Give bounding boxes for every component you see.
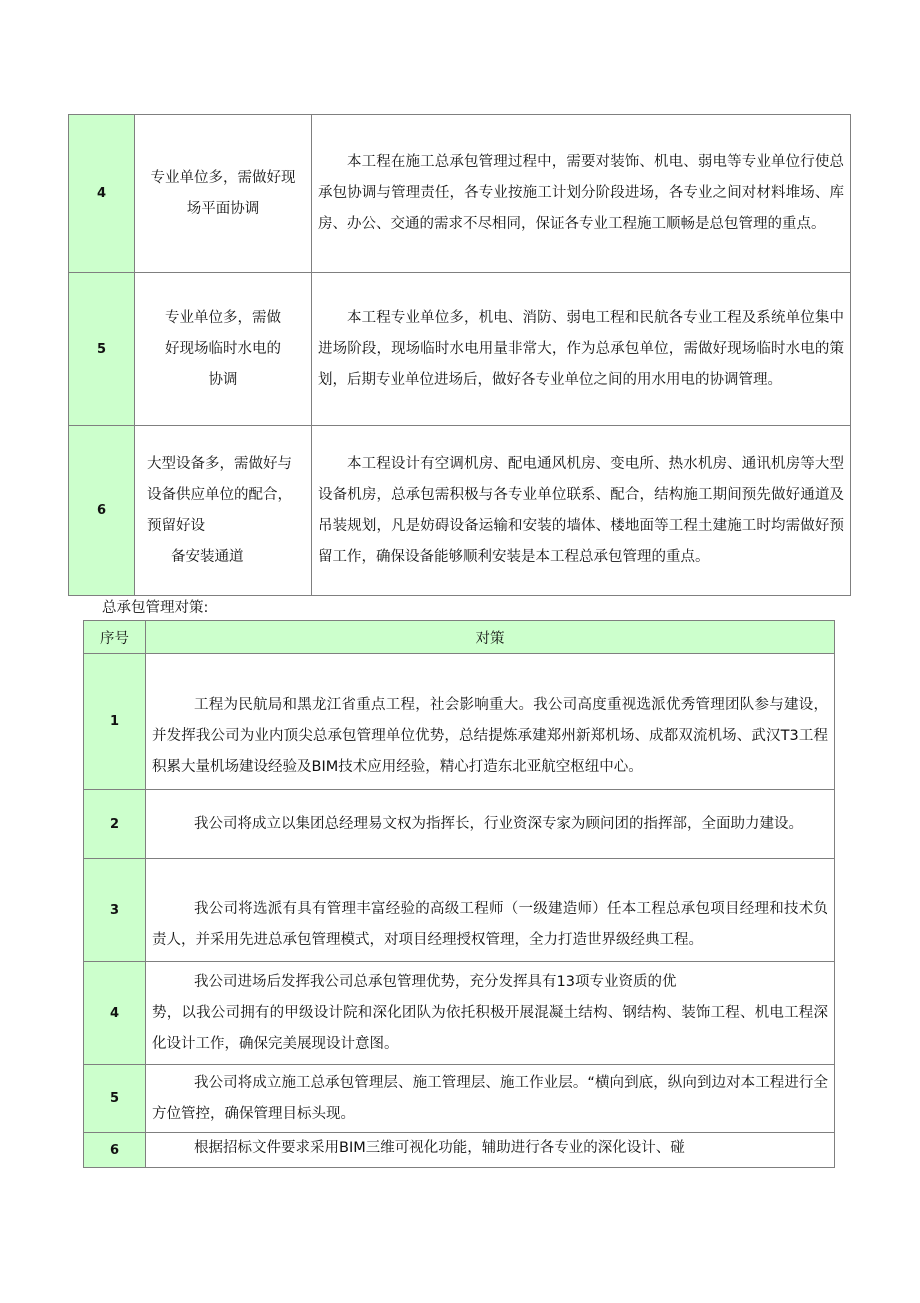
issues-table [68, 114, 851, 596]
header-measure: 对策 [146, 621, 835, 654]
row-number: 5 [69, 273, 135, 426]
measure-text-line: 我公司进场后发挥我公司总承包管理优势，充分发挥具有13项专业资质的优 [194, 973, 677, 990]
row-number: 2 [84, 790, 146, 859]
row-number: 4 [84, 962, 146, 1065]
issue-title-line: 好现场临时水电的 [165, 340, 281, 357]
row-number: 6 [84, 1133, 146, 1168]
issue-title-line: 专业单位多，需做好现 [150, 169, 296, 186]
measure-text: 工程为民航局和黑龙江省重点工程，社会影响重大。我公司高度重视选派优秀管理团队参与建设，并发挥我公司为业内顶尖总承包管理单位优势，总结提炼承建郑州新郑机场、成都双流机场、武汉T3工程积累大量机场建设经验及BIM技术应用经验，精心打造东北亚航空枢纽中心。 [146, 654, 835, 790]
issue-description: 本工程设计有空调机房、配电通风机房、变电所、热水机房、通讯机房等大型设备机房，总承包需积极与各专业单位联系、配合，结构施工期间预先做好通道及吊装规划，凡是妨碍设备运输和安装的墙体、楼地面等工程土建施工时均需做好预留工作，确保设备能够顺利安装是本工程总承包管理的重点。 [312, 426, 851, 596]
table-header-row [84, 621, 835, 654]
measure-text [146, 962, 835, 1065]
issue-title-line: 预留好设 [147, 517, 205, 534]
section-caption: 总承包管理对策: [102, 600, 209, 616]
row-number: 3 [84, 859, 146, 962]
table-row [69, 273, 851, 426]
issue-title [135, 273, 312, 426]
table-row [69, 426, 851, 596]
issue-title-line: 大型设备多，需做好与 [147, 455, 292, 472]
table-row [69, 115, 851, 273]
measure-text: 我公司将成立以集团总经理易文权为指挥长，行业资深专家为顾问团的指挥部，全面助力建设。 [146, 790, 835, 859]
row-number: 4 [69, 115, 135, 273]
row-number: 6 [69, 426, 135, 596]
issue-title [135, 115, 312, 273]
measures-table [83, 620, 835, 1168]
issue-title-line: 专业单位多，需做 [165, 309, 281, 326]
table-row [84, 859, 835, 962]
header-number: 序号 [84, 621, 146, 654]
table-row [84, 790, 835, 859]
issue-title-line: 协调 [208, 371, 238, 388]
measure-text: 我公司将成立施工总承包管理层、施工管理层、施工作业层。“横向到底，纵向到边对本工程进行全方位管控，确保管理目标头现。 [146, 1065, 835, 1133]
row-number: 1 [84, 654, 146, 790]
issue-description: 本工程专业单位多，机电、消防、弱电工程和民航各专业工程及系统单位集中进场阶段，现场临时水电用量非常大，作为总承包单位，需做好现场临时水电的策划，后期专业单位进场后，做好各专业单位之间的用水用电的协调管理。 [312, 273, 851, 426]
issue-title-line: 场平面协调 [186, 200, 260, 217]
issue-title-line: 设备供应单位的配合， [147, 486, 292, 503]
issue-title-line: 备安装通道 [171, 548, 244, 565]
measure-text: 我公司将选派有具有管理丰富经验的高级工程师（一级建造师）任本工程总承包项目经理和技术负责人，并采用先进总承包管理模式，对项目经理授权管理，全力打造世界级经典工程。 [146, 859, 835, 962]
table-row [84, 654, 835, 790]
table-row [84, 962, 835, 1065]
table-row [84, 1065, 835, 1133]
issue-title [135, 426, 312, 596]
measure-text-rest: 势，以我公司拥有的甲级设计院和深化团队为依托积极开展混凝土结构、钢结构、装饰工程、机电工程深化设计工作，确保完美展现设计意图。 [152, 1004, 828, 1052]
issue-description: 本工程在施工总承包管理过程中，需要对装饰、机电、弱电等专业单位行使总承包协调与管理责任，各专业按施工计划分阶段进场，各专业之间对材料堆场、库房、办公、交通的需求不尽相同，保证各专业工程施工顺畅是总包管理的重点。 [312, 115, 851, 273]
table-row [84, 1133, 835, 1168]
measure-text: 根据招标文件要求采用BIM三维可视化功能，辅助进行各专业的深化设计、碰 [146, 1133, 835, 1168]
row-number: 5 [84, 1065, 146, 1133]
